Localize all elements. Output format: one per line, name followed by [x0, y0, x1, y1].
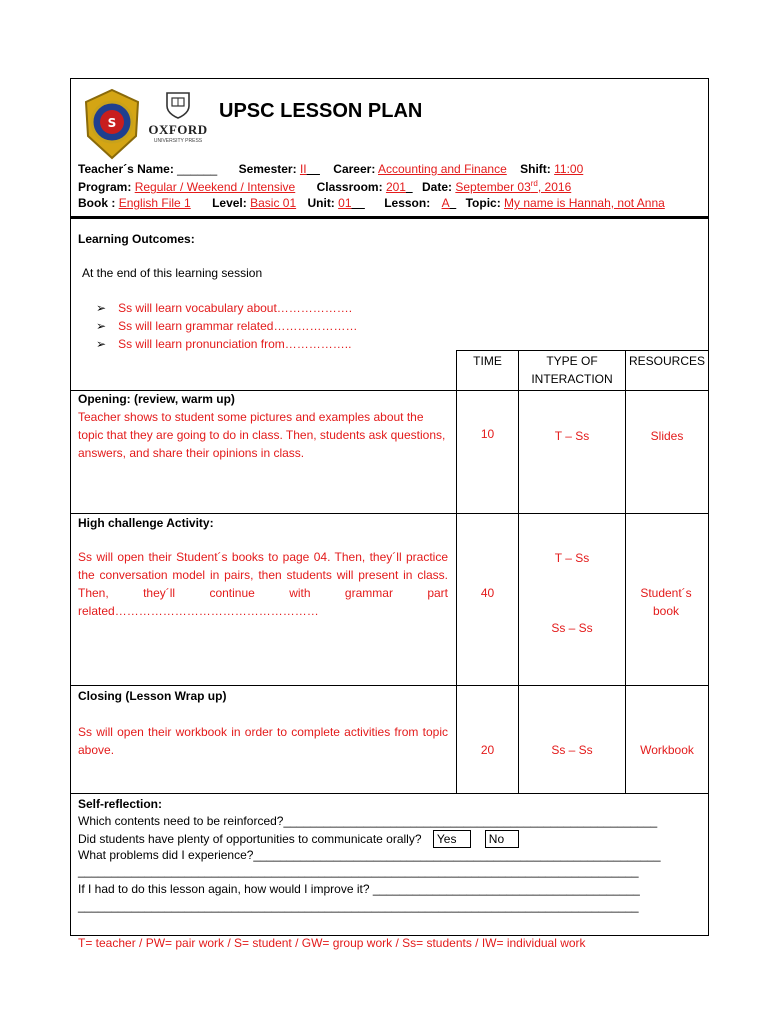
row-challenge-resources: Student´s book — [640, 586, 692, 618]
teacher-value: ______ — [177, 162, 218, 176]
no-box[interactable]: No — [485, 830, 519, 848]
row-challenge-interaction: T – Ss — [554, 551, 590, 565]
semester-value: II — [299, 162, 307, 176]
oxford-crest-icon — [164, 90, 192, 120]
classroom-value: 201 — [385, 180, 406, 194]
level-label: Level: — [212, 196, 247, 210]
topic-value: My name is Hannah, not Anna — [504, 196, 665, 210]
row-opening-interaction: T – Ss — [554, 429, 590, 443]
topic-label: Topic: — [465, 196, 501, 210]
outcomes-intro: At the end of this learning session — [82, 266, 263, 280]
level-value: Basic 01 — [250, 196, 297, 210]
table-row-line — [70, 793, 708, 794]
oxford-logo — [146, 90, 210, 152]
info-row-3 — [78, 196, 665, 210]
row-closing-title: Closing (Lesson Wrap up) — [78, 689, 227, 703]
row-opening-time: 10 — [480, 427, 495, 441]
oxford-logo-text: OXFORD — [148, 122, 208, 137]
lesson-value: A — [441, 196, 450, 210]
yes-box[interactable]: Yes — [433, 830, 472, 848]
col-header-time: TIME — [473, 354, 502, 368]
row-opening-title: Opening: (review, warm up) — [78, 392, 235, 406]
program-label: Program: — [78, 180, 132, 194]
date-value: September 03rd, 2016 — [455, 179, 572, 194]
book-label: Book : — [78, 196, 116, 210]
info-row-2 — [78, 179, 571, 194]
page-title: UPSC LESSON PLAN — [219, 100, 423, 122]
bullet-arrow-icon: ➢ — [96, 337, 107, 351]
row-closing-body: Ss will open their workbook in order to complete activities from topic above. — [78, 725, 448, 757]
row-closing-resources: Workbook — [640, 743, 694, 757]
row-opening-body: Teacher shows to student some pictures and examples about the topic that they are going to do in class. Then, students ask questions, answers, and share their opinions in class. — [78, 410, 446, 460]
info-row-1 — [78, 162, 583, 176]
table-top-border — [456, 350, 708, 351]
row-opening-resources: Slides — [650, 429, 684, 443]
career-label: Career: — [333, 162, 376, 176]
reflection-q1: Which contents need to be reinforced?________________________________________________________ — [78, 814, 658, 828]
reflection-q4: If I had to do this lesson again, how would I improve it? ________________________________________ — [78, 882, 640, 896]
semester-label: Semester: — [238, 162, 297, 176]
col-header-interaction: TYPE OF INTERACTION — [531, 354, 613, 386]
classroom-label: Classroom: — [316, 180, 383, 194]
reflection-line-1: ____________________________________________________________________________________ — [78, 864, 639, 878]
reflection-q3: What problems did I experience?_____________________________________________________________ — [78, 848, 661, 862]
career-value: Accounting and Finance — [378, 162, 507, 176]
shift-label: Shift: — [520, 162, 551, 176]
unit-label: Unit: — [307, 196, 335, 210]
outcome-item: ➢ Ss will learn vocabulary about………………. — [96, 301, 353, 315]
date-label: Date: — [422, 180, 453, 194]
reflection-heading: Self-reflection: — [78, 797, 163, 811]
outcome-item: ➢ Ss will learn pronunciation from…………….. — [96, 337, 352, 351]
row-challenge-time: 40 — [480, 586, 495, 600]
unit-value: 01 — [338, 196, 352, 210]
teacher-label: Teacher´s Name: — [78, 162, 174, 176]
reflection-q2: Did students have plenty of opportunities to communicate orally? — [78, 832, 422, 846]
outcomes-heading: Learning Outcomes: — [78, 232, 195, 246]
header-divider — [70, 216, 709, 219]
reflection-q2-row — [78, 830, 519, 848]
row-challenge-body: Ss will open their Student´s books to page 04. Then, they´ll practice the conversation model in pairs, then students will present in class. Then, they´ll continue with grammar part related…………………………………………… — [78, 550, 448, 618]
table-row-line — [70, 685, 708, 686]
row-closing-time: 20 — [480, 743, 495, 757]
reflection-line-2: ____________________________________________________________________________________ — [78, 899, 639, 913]
row-closing-interaction: Ss – Ss — [551, 743, 593, 757]
oxford-logo-subtext: UNIVERSITY PRESS — [153, 138, 203, 144]
table-col-line — [456, 350, 457, 793]
svg-text:S: S — [107, 116, 117, 130]
shift-value: 11:00 — [554, 162, 584, 176]
col-header-resources: RESOURCES — [628, 354, 705, 368]
row-challenge-title: High challenge Activity: — [78, 516, 214, 530]
book-value: English File 1 — [118, 196, 191, 210]
abbreviation-legend: T= teacher / PW= pair work / S= student / GW= group work / Ss= students / IW= individual work — [78, 936, 586, 950]
table-col-line — [518, 350, 519, 793]
row-challenge-interaction-2: Ss – Ss — [551, 621, 593, 635]
table-row-line — [70, 390, 708, 391]
bullet-arrow-icon: ➢ — [96, 301, 107, 315]
outcome-item: ➢ Ss will learn grammar related………………… — [96, 319, 358, 333]
table-row-line — [70, 513, 708, 514]
lesson-label: Lesson: — [384, 196, 431, 210]
table-col-line — [625, 350, 626, 793]
school-seal-logo — [80, 88, 144, 160]
bullet-arrow-icon: ➢ — [96, 319, 107, 333]
program-value: Regular / Weekend / Intensive — [134, 180, 296, 194]
